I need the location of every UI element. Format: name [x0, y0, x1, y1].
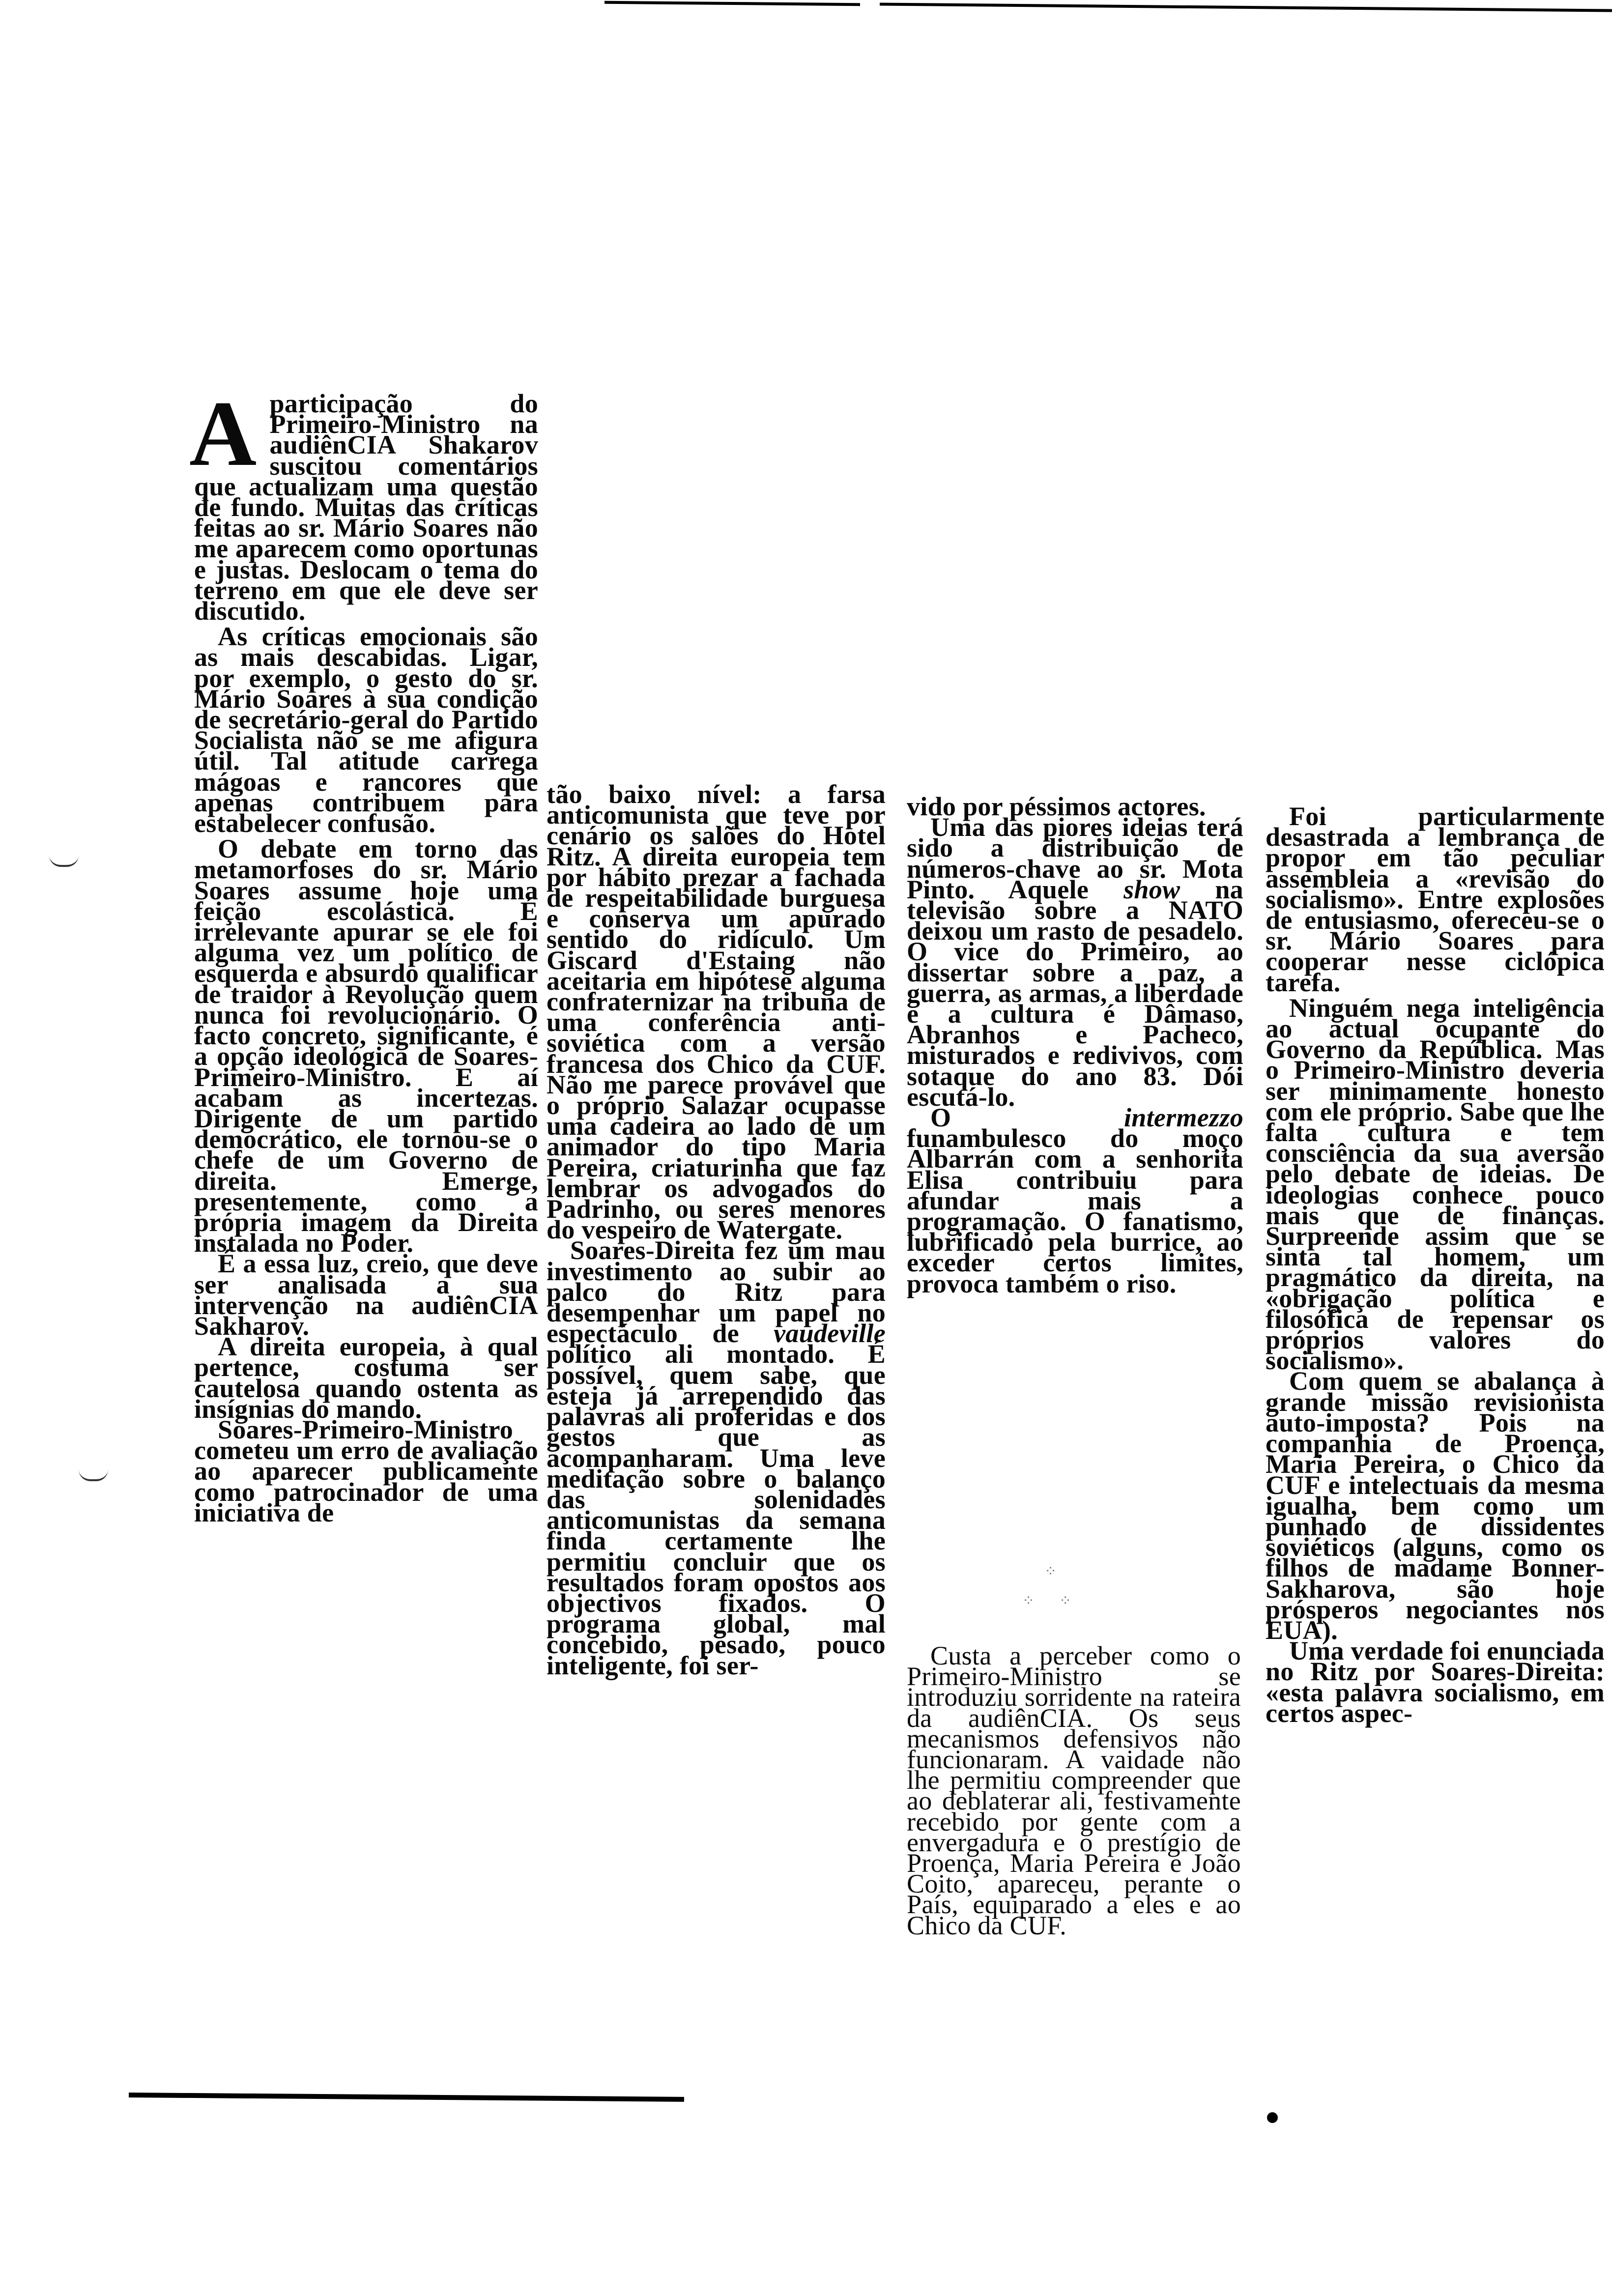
column-3-after-separator: [907, 1641, 1241, 1940]
column-1: [189, 382, 538, 1527]
separator-asterisk: ⁘: [1022, 1593, 1035, 1609]
paragraph: Soares-Primeiro-Ministro cometeu um erro de avaliação ao aparecer publicamente como patrocinador de uma iniciativa de: [194, 1414, 538, 1527]
paragraph: Foi particularmente desastrada a lembrança de propor em tão peculiar assembleia a «revisão do socialismo». Entre explosões de entusiasmo, ofereceu-se o sr. Mário Soares para cooperar nesse ciclópica tarefa.: [1266, 802, 1605, 997]
italic-term: intermezzo: [1123, 1103, 1243, 1133]
end-bullet: [1267, 2112, 1278, 2123]
paragraph: O debate em torno das metamorfoses do sr. Mário Soares assume hoje uma feição escolástica. É irrelevante apurar se ele foi alguma vez um político de esquerda e absurdo qualificar de traidor à Revolução quem nunca foi revolucionário. O facto concreto, significante, é a opção ideológica de Soares-Primeiro-Ministro. E aí acabam as incertezas. Dirigente de um partido democrático, ele tornou-se o chefe de um Governo de direita. Emerge, presentemente, como a própria imagem da Direita instalada no Poder.: [194, 834, 538, 1258]
top-rule-2: [880, 2, 1612, 12]
top-rule-1: [604, 1, 860, 6]
paragraph: A direita europeia, à qual pertence, costuma ser cautelosa quando ostenta as insígnias do mando.: [194, 1332, 538, 1424]
margin-mark-bottom: [79, 1469, 108, 1481]
bottom-rule: [129, 2093, 684, 2102]
separator-asterisk: ⁘: [1059, 1593, 1072, 1609]
paragraph: vido por péssimos actores.: [907, 792, 1206, 821]
paragraph: tão baixo nível: a farsa anticomunista que teve por cenário os salões do Hotel Ritz. A direita europeia tem por hábito prezar a fachada de respeitabilidade burguesa e conserva um apurado sentido do ridículo. Um Giscard d'Estaing não aceitaria em hipótese alguma confraternizar na tribuna de uma conferência anti-soviética com a versão francesa dos Chico da CUF. Não me parece provável que o próprio Salazar ocupasse uma cadeira ao lado de um animador do tipo Maria Pereira, criaturinha que faz lembrar os advogados do Padrinho, ou seres menores do vespeiro de Watergate.: [547, 779, 886, 1245]
paragraph: É a essa luz, creio, que deve ser analisada a sua intervenção na audiênCIA Sakharov.: [194, 1249, 538, 1341]
paragraph: As críticas emocionais são as mais descabidas. Ligar, por exemplo, o gesto do sr. Mário Soares à sua condição de secretário-geral do Partido Socialista não se me afigura útil. Tal atitude carrega mágoas e rancores que apenas contribuem para estabelecer confusão.: [194, 622, 538, 838]
paragraph: O intermezzo funambulesco do moço Albarrán com a senhorita Elisa contribuiu para afundar mais a programação. O fanatismo, lubrificado pela burrice, ao exceder certos limites, provoca também o riso.: [907, 1103, 1243, 1298]
bold-term: dissidentes: [1480, 1511, 1605, 1541]
paragraph: Uma verdade foi enunciada no Ritz por Soares-Direita: «esta palavra socialismo, em certos aspec-: [1266, 1636, 1605, 1728]
column-3: [907, 792, 1243, 1298]
separator-asterisk: ⁘: [1044, 1563, 1057, 1579]
margin-mark-top: [49, 855, 79, 867]
italic-term: show: [1123, 874, 1180, 904]
paragraph: Ninguém nega inteligência ao actual ocupante do Governo da República. Mas o Primeiro-Ministro deveria ser minimamente honesto com ele próprio. Sabe que lhe falta cultura e tem consciência da sua aversão pelo debate de ideias. De ideologias conhece pouco mais que de finanças. Surpreende assim que se sinta tal homem, um pragmático da direita, na «obrigação política e filosófica de repensar os próprios valores do socialismo».: [1266, 993, 1605, 1376]
italic-term: vaudeville: [774, 1319, 886, 1349]
column-4: [1266, 802, 1605, 1728]
paragraph: Uma das piores ideias terá sido a distribuição de números-chave ao sr. Mota Pinto. Aquele show na televisão sobre a NATO deixou um rasto de pesadelo. O vice do Primeiro, ao dissertar sobre a paz, a guerra, as armas, a liberdade e a cultura é Dâmaso, Abranhos e Pacheco, misturados e redivivos, com sotaque do ano 83. Dói escutá-lo.: [907, 812, 1243, 1112]
paragraph: Com quem se abalança à grande missão revisionista auto-imposta? Pois na companhia de Proença, Maria Pereira, o Chico da CUF e intelectuais da mesma igualha, bem como um punhado de dissidentes soviéticos (alguns, como os filhos de madame Bonner-Sakharova, são hoje prósperos negociantes nos EUA).: [1266, 1366, 1605, 1645]
paragraph: Custa a perceber como o Primeiro-Ministro se introduziu sorridente na rateira da audiênCIA. Os seus mecanismos defensivos não funcionaram. A vaidade não lhe permitiu compreender que ao deblaterar ali, festivamente recebido por gente com a envergadura e o prestígio de Proença, Maria Pereira e João Coito, apareceu, perante o País, equiparado a eles e ao Chico da CUF.: [907, 1641, 1241, 1940]
drop-cap: A: [189, 382, 257, 486]
lead-paragraph: Aparticipação do Primeiro-Ministro na audiênCIA Shakarov suscitou comentários que actualizam uma questão de fundo. Muitas das críticas feitas ao sr. Mário Soares não me aparecem como oportunas e justas. Deslocam o tema do terreno em que ele deve ser discutido.: [189, 382, 538, 626]
paragraph: Soares-Direita fez um mau investimento ao subir ao palco do Ritz para desempenhar um papel no espectáculo de vaudeville político ali montado. É possível, quem sabe, que esteja já arrependido das palavras ali proferidas e dos gestos que as acompanharam. Uma leve meditação sobre o balanço das solenidades anticomunistas da semana finda certamente lhe permitiu concluir que os resultados foram opostos aos objectivos fixados. O programa global, mal concebido, pesado, pouco inteligente, foi ser-: [547, 1235, 886, 1680]
column-2: [547, 779, 886, 1680]
